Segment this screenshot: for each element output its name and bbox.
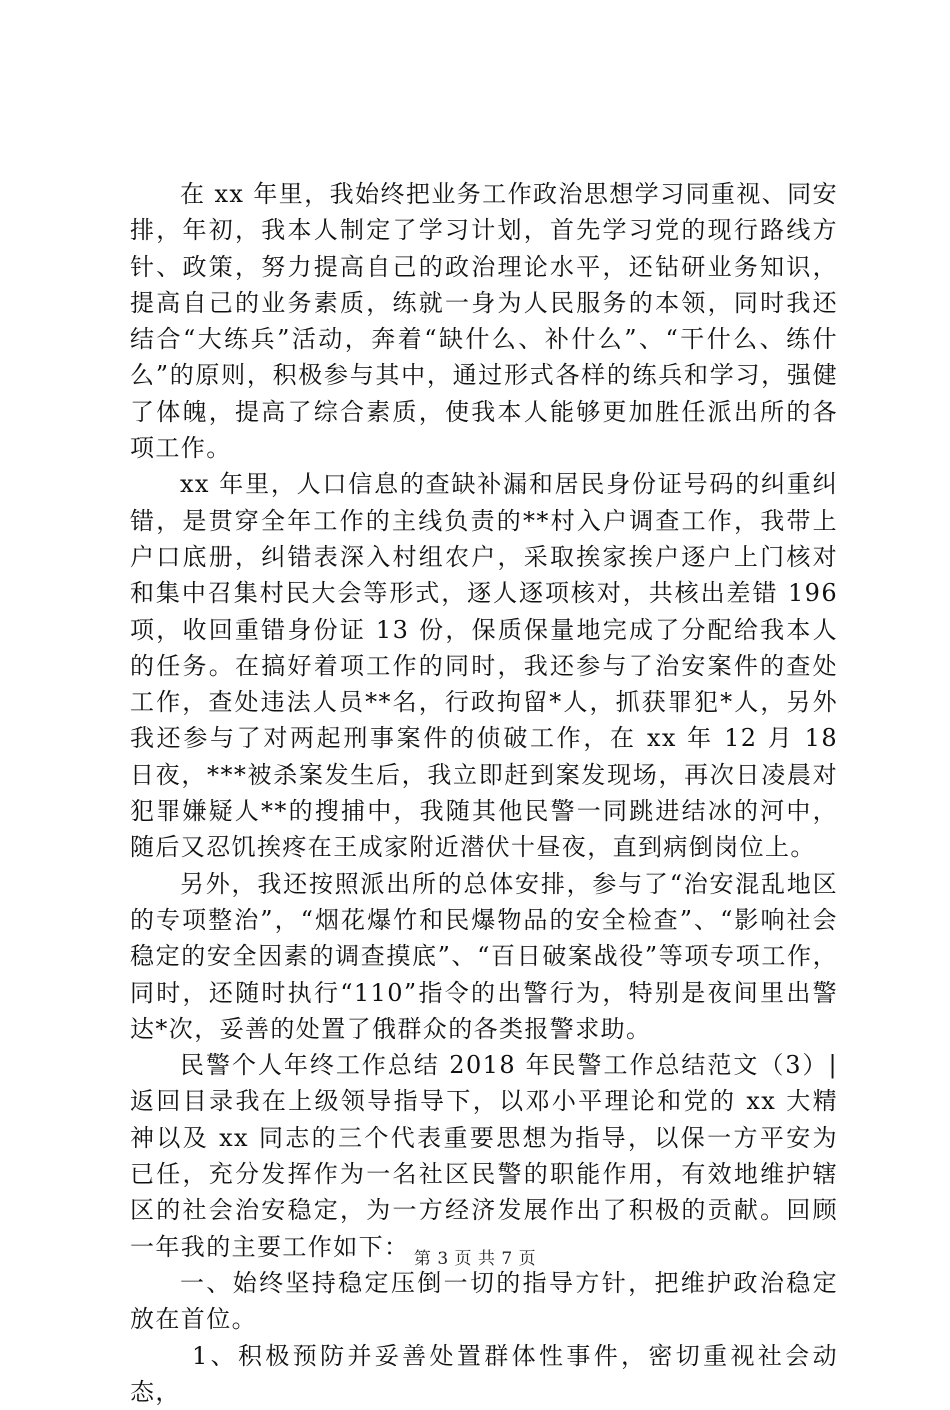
paragraph-section-one-heading: 一、始终坚持稳定压倒一切的指导方针，把维护政治稳定放在首位。: [130, 1265, 838, 1338]
paragraph-study: 在 xx 年里，我始终把业务工作政治思想学习同重视、同安排，年初，我本人制定了学习计划，首先学习党的现行路线方针、政策，努力提高自己的政治理论水平，还钻研业务知识，提高自己的业务素质，练就一身为人民服务的本领，同时我还结合“大练兵”活动，奔着“缺什么、补什么”、“干什么、练什么”的原则，积极参与其中，通过形式各样的练兵和学习，强健了体魄，提高了综合素质，使我本人能够更加胜任派出所的各项工作。: [130, 176, 838, 466]
paragraph-item-one: 1、积极预防并妥善处置群体性事件，密切重视社会动态，: [130, 1338, 838, 1410]
page-number-footer: 第 3 页 共 7 页: [0, 1244, 950, 1269]
paragraph-special-campaigns: 另外，我还按照派出所的总体安排，参与了“治安混乱地区的专项整治”，“烟花爆竹和民爆物品的安全检查”、“影响社会稳定的安全因素的调查摸底”、“百日破案战役”等项专项工作，同时，还随时执行“110”指令的出警行为，特别是夜间里出警达*次，妥善的处置了俄群众的各类报警求助。: [130, 866, 838, 1047]
paragraph-summary-intro: 民警个人年终工作总结 2018 年民警工作总结范文（3）|返回目录我在上级领导指导下，以邓小平理论和党的 xx 大精神以及 xx 同志的三个代表重要思想为指导，以保一方平安为已任，充分发挥作为一名社区民警的职能作用，有效地维护辖区的社会治安稳定，为一方经济发展作出了积极的贡献。回顾一年我的主要工作如下：: [130, 1047, 838, 1265]
paragraph-census-work: xx 年里，人口信息的查缺补漏和居民身份证号码的纠重纠错，是贯穿全年工作的主线负责的**村入户调查工作，我带上户口底册，纠错表深入村组农户，采取挨家挨户逐户上门核对和集中召集村民大会等形式，逐人逐项核对，共核出差错 196 项，收回重错身份证 13 份，保质保量地完成了分配给我本人的任务。在搞好着项工作的同时，我还参与了治安案件的查处工作，查处违法人员**名，行政拘留*人，抓获罪犯*人，另外我还参与了对两起刑事案件的侦破工作，在 xx 年 12 月 18 日夜，***被杀案发生后，我立即赶到案发现场，再次日凌晨对犯罪嫌疑人**的搜捕中，我随其他民警一同跳进结冰的河中，随后又忍饥挨疼在王成家附近潜伏十昼夜，直到病倒岗位上。: [130, 466, 838, 865]
document-body: [130, 176, 838, 1410]
